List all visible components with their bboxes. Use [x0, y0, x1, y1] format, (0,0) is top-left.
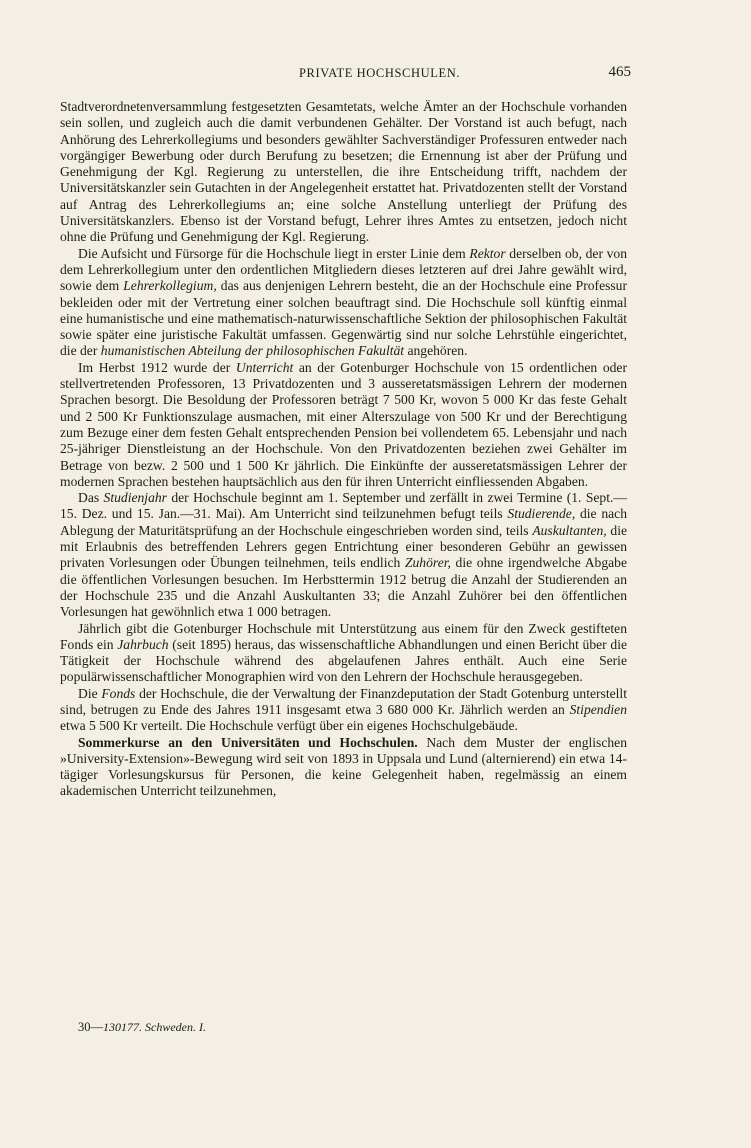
- emphasis: Studienjahr: [103, 490, 167, 506]
- text-run: etwa 5 500 Kr verteilt. Die Hochschule verfügt über ein eigenes Hochschulgebäude.: [60, 718, 518, 734]
- paragraph: [60, 686, 627, 735]
- section-heading: Sommerkurse an den Universitäten und Hochschulen.: [78, 734, 418, 750]
- text-run: Stadtverordnetenversammlung festgesetzten Gesamtetats, welche Ämter an der Hochschule vorhanden sein sollen, und zugleich auch die damit verbundenen Gehälter. Der Vorstand ist auch befugt, nach Anhörung des Lehrerkollegiums und besonders gewählter Sachverständiger Professuren entweder nach vorgängiger Bewerbung oder durch Berufung zu besetzen; die Ernennung ist aber der Prüfung und Genehmigung der Kgl. Regierung zu unterstellen, die ihre Entscheidung trifft, nachdem der Universitätskanzler sein Gutachten in der Angelegenheit erstattet hat. Privatdozenten stellt der Vorstand auf Antrag des Lehrerkollegiums an; eine solche Anstellung unterliegt der Prüfung des Universitätskanzlers. Ebenso ist der Vorstand befugt, Lehrer ihres Amtes zu entsetzen, jedoch nicht ohne die Prüfung und Genehmigung der Kgl. Regierung.: [60, 99, 627, 245]
- text-run: die ohne irgendwelche Abgabe die öffentlichen Vorlesungen besuchen. Im Herbsttermin 1912 betrug die Anzahl der Studierenden an der Hochschule 235 und die Anzahl Auskultanten 33; die Anzahl Zuhörer bei den öffentlichen Vorlesungen hat gewöhnlich etwa 1 000 betragen.: [60, 555, 628, 620]
- emphasis: Auskultanten,: [532, 522, 607, 538]
- signature-label: 130177. Schweden. I.: [103, 1020, 206, 1034]
- running-title: PRIVATE HOCHSCHULEN.: [298, 66, 461, 80]
- emphasis: humanistischen Abteilung der philosophischen Fakultät: [100, 343, 405, 359]
- text-run: angehören.: [404, 343, 468, 359]
- paragraph: [60, 490, 627, 620]
- page-number: 465: [608, 64, 631, 80]
- text-run: Die Aufsicht und Fürsorge für die Hochschule liegt in erster Linie dem: [78, 245, 470, 261]
- text-run: das aus denjenigen Lehrern besteht, die an der Hochschule eine Professur bekleiden oder mit der Vertretung einer solchen beauftragt sind. Die Hochschule soll künftig einmal eine humanistische und eine mathematisch-naturwissenschaftliche Sektion der philosophischen Fakultät sowie später eine juristische Fakultät umfassen. Gegenwärtig sind nur solche Lehrstühle eingerichtet, die der: [60, 278, 628, 359]
- text-run: Im Herbst 1912 wurde der: [78, 359, 236, 375]
- paragraph: [60, 621, 627, 686]
- text-run: Die: [78, 685, 102, 701]
- paragraph: [60, 360, 627, 490]
- text-run: die nach Ablegung der Maturitätsprüfung an der Hochschule eingeschrieben worden sind, teils: [60, 506, 627, 538]
- page-header: [60, 64, 629, 84]
- signature-number: 30—: [78, 1020, 103, 1034]
- text-run: Nach dem Muster der englischen »University-Extension»-Bewegung wird seit von 1893 in Uppsala und Lund (alternierend) ein etwa 14-tägiger Vorlesungskursus für Personen, die keine Gelegenheit haben, regelmässig an einem akademischen Unterricht teilzunehmen,: [60, 734, 627, 799]
- emphasis: Fonds: [101, 685, 136, 701]
- text-run: die mit Erlaubnis des betreffenden Lehrers gegen Entrichtung einer besonderen Gebühr an gewissen privaten Vorlesungen oder Übungen teilnehmen, teils endlich: [60, 522, 628, 571]
- paragraph: [60, 99, 627, 246]
- emphasis: Jahrbuch: [117, 636, 169, 652]
- text-run: derselben ob, der von dem Lehrerkollegium unter den ordentlichen Mitgliedern dieses letzteren auf drei Jahre gewählt wird, sowie dem: [60, 245, 627, 294]
- paragraph: [60, 246, 627, 360]
- body-text: [60, 99, 627, 800]
- emphasis: Stipendien: [569, 701, 627, 717]
- emphasis: Zuhörer,: [404, 555, 451, 571]
- emphasis: Rektor: [469, 245, 506, 261]
- text-run: Das: [78, 490, 104, 506]
- text-run: der Hochschule beginnt am 1. September und zerfällt in zwei Termine (1. Sept.—15. Dez. und 15. Jan.—31. Mai). Am Unterricht sind teilzunehmen befugt teils: [60, 490, 627, 522]
- emphasis: Unterricht: [235, 359, 294, 375]
- emphasis: Lehrerkollegium,: [123, 278, 217, 294]
- paragraph: [60, 735, 627, 800]
- emphasis: Studierende,: [507, 506, 576, 522]
- text-run: Jährlich gibt die Gotenburger Hochschule mit Unterstützung aus einem für den Zweck gestifteten Fonds ein: [60, 620, 627, 652]
- text-run: (seit 1895) heraus, das wissenschaftliche Abhandlungen und einen Bericht über die Tätigkeit der Hochschule während des abgelaufenen Jahres enthält. Auch eine Serie populärwissenschaftlicher Monographien wird von den Lehrern der Hochschule herausgegeben.: [60, 636, 628, 685]
- text-run: der Hochschule, die der Verwaltung der Finanzdeputation der Stadt Gotenburg unterstellt sind, betrugen zu Ende des Jahres 1911 insgesamt etwa 3 680 000 Kr. Jährlich werden an: [60, 685, 627, 717]
- text-run: an der Gotenburger Hochschule von 15 ordentlichen oder stellvertretenden Professoren, 13 Privatdozenten und 3 ausseretatsmässigen Lehrern der modernen Sprachen besorgt. Die Besoldung der Professoren beträgt 7 500 Kr, wovon 5 000 Kr das feste Gehalt und 2 500 Kr Funktionszulage ausmachen, mit einer Alterszulage von 500 Kr und der Berechtigung zum Bezuge einer dem festen Gehalt entsprechenden Pension bei vollendetem 65. Lebensjahr und nach 25-jähriger Dienstleistung an der Hochschule. Von den Privatdozenten beziehen zwei Gehälter im Betrage von bezw. 2 500 und 1 500 Kr jährlich. Die Einkünfte der ausseretatsmässigen Lehrer der modernen Sprachen bestehen hauptsächlich aus den für ihren Unterricht einfliessenden Abgaben.: [60, 359, 627, 489]
- printer-signature: [78, 1020, 206, 1035]
